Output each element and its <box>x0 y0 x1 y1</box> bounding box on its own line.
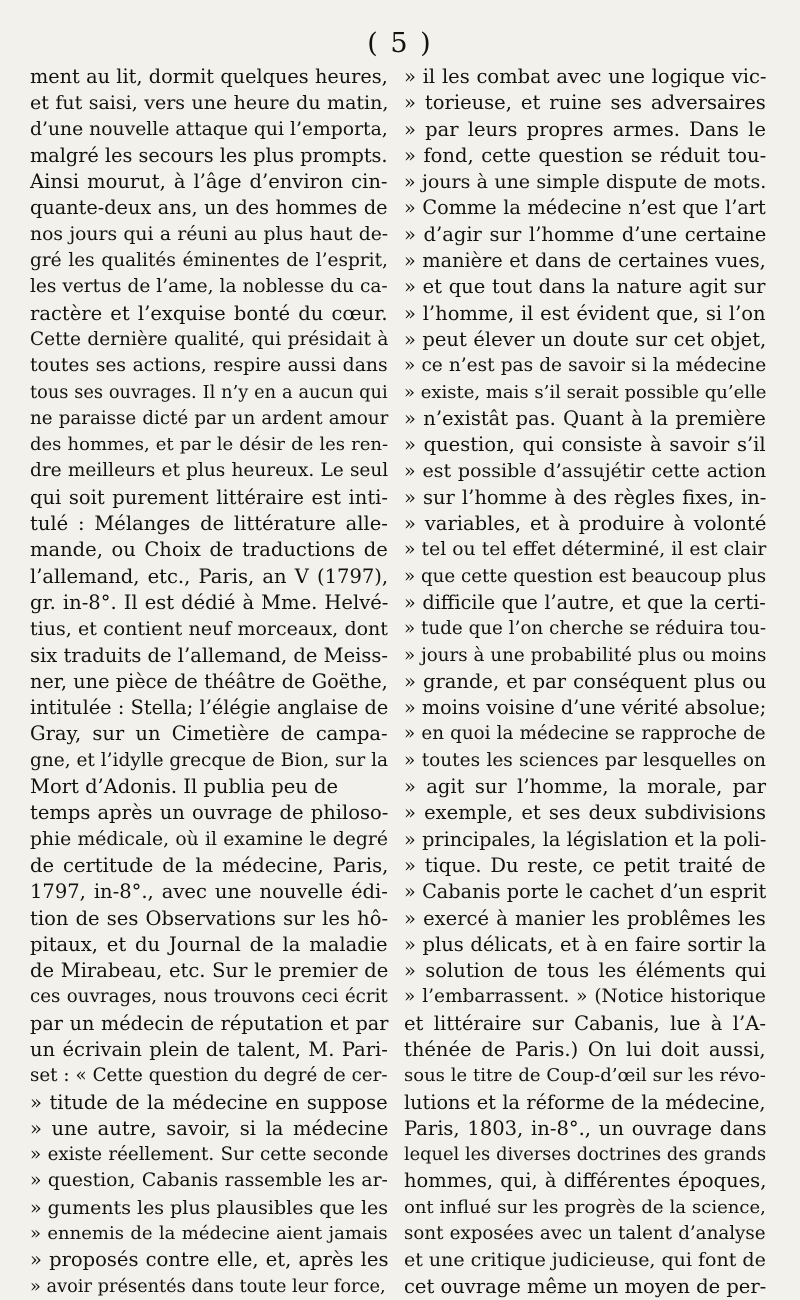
text-line: » proposés contre elle, et, après les <box>30 1248 389 1272</box>
text-line: gne, et l’idylle grecque de Bion, sur la <box>30 749 389 771</box>
text-line: » tel ou tel effet déterminé, il est clair <box>404 539 767 561</box>
text-line: qui soit purement littéraire est inti- <box>30 485 388 509</box>
text-line: » l’homme, il est évident que, si l’on <box>404 301 766 325</box>
text-line: » difficile que l’autre, et que la certi- <box>404 590 766 614</box>
text-line: thénée de Paris.) On lui doit aussi, <box>404 1037 766 1061</box>
text-line: set : « Cette question du degré de cer- <box>30 1065 388 1087</box>
text-line: » avoir présentés dans toute leur force, <box>30 1276 386 1297</box>
text-line: » exercé à manier les problêmes les <box>404 906 766 930</box>
text-line: ont influé sur les progrès de la science, <box>404 1196 766 1218</box>
text-line: lequel les diverses doctrines des grands <box>404 1145 767 1166</box>
text-line: » que cette question est beaucoup plus <box>404 565 767 587</box>
text-line: » par leurs propres armes. Dans le <box>404 117 766 141</box>
text-line: d’une nouvelle attaque qui l’emporta, <box>30 118 388 140</box>
text-line: » torieuse, et ruine ses adversaires <box>404 91 766 115</box>
text-line: gr. in-8°. Il est dédié à Mme. Helvé- <box>30 590 389 614</box>
text-line: ment au lit, dormit quelques heures, <box>30 65 388 88</box>
text-line: » l’embarrassent. » (Notice historique <box>404 986 766 1008</box>
text-line: sous le titre de Coup-d’œil sur les révo- <box>404 1065 766 1087</box>
text-line: six traduits de l’allemand, de Meiss- <box>30 643 388 667</box>
text-line: » ennemis de la médecine aient jamais <box>30 1223 388 1245</box>
text-line: » Comme la médecine n’est que l’art <box>404 196 766 220</box>
text-line: sont exposées avec un talent d’analyse <box>404 1223 766 1245</box>
text-line: » grande, et par conséquent plus ou <box>404 669 767 693</box>
text-line: » peut élever un doute sur cet objet, <box>404 327 767 351</box>
text-line: temps après un ouvrage de philoso- <box>30 801 389 825</box>
text-line: » manière et dans de certaines vues, <box>404 249 766 273</box>
text-line: un écrivain plein de talent, M. Pari- <box>30 1037 388 1061</box>
text-line: » en quoi la médecine se rapproche de <box>404 723 766 745</box>
text-line: phie médicale, où il examine le degré <box>30 828 388 850</box>
text-line: Ainsi mourut, à l’âge d’environ cin- <box>30 170 388 194</box>
left-text-column <box>30 64 388 1300</box>
text-line: » toutes les sciences par lesquelles on <box>404 749 766 771</box>
text-line: tous ses ouvrages. Il n’y en a aucun qui <box>30 382 388 403</box>
text-line: lutions et la réforme de la médecine, <box>404 1090 766 1114</box>
text-line: » titude de la médecine en suppose <box>30 1090 388 1114</box>
text-line: » une autre, savoir, si la médecine <box>30 1116 389 1140</box>
text-line: et une critique judicieuse, qui font de <box>404 1249 766 1272</box>
text-line: malgré les secours les plus prompts. <box>30 143 388 167</box>
text-line: mande, ou Choix de traductions de <box>30 538 388 562</box>
text-line: des hommes, et par le désir de les ren- <box>30 434 389 456</box>
text-line: » il les combat avec une logique vic- <box>404 65 767 88</box>
text-line: » existe réellement. Sur cette seconde <box>30 1144 389 1166</box>
text-line: de Mirabeau, etc. Sur le premier de <box>30 959 389 983</box>
text-line: de certitude de la médecine, Paris, <box>30 853 389 877</box>
text-line: ces ouvrages, nous trouvons ceci écrit <box>30 986 388 1008</box>
text-line: et littéraire sur Cabanis, lue à l’A- <box>404 1011 766 1035</box>
text-line: » jours à une simple dispute de mots. <box>404 171 767 194</box>
text-line: » principales, la législation et la poli- <box>404 827 767 851</box>
text-line: » guments les plus plausibles que les <box>30 1196 389 1219</box>
text-line: » jours à une probabilité plus ou moins <box>404 644 767 666</box>
text-line: » fond, cette question se réduit tou- <box>404 143 767 167</box>
text-line: hommes, qui, à différentes époques, <box>404 1169 767 1193</box>
text-line: intitulée : Stella; l’élégie anglaise de <box>30 696 389 720</box>
text-line: ne paraisse dicté par un ardent amour <box>30 407 389 429</box>
text-line: » est possible d’assujétir cette action <box>404 460 767 483</box>
text-line: » n’existât pas. Quant à la première <box>404 406 766 430</box>
text-line: Cette dernière qualité, qui présidait à <box>30 328 389 350</box>
text-line: dre meilleurs et plus heureux. Le seul <box>30 460 389 482</box>
text-line: toutes ses actions, respire aussi dans <box>30 355 388 377</box>
page-number: ( 5 ) <box>367 28 433 59</box>
text-line: » variables, et à produire à volonté <box>404 512 767 536</box>
text-line: cet ouvrage même un moyen de per- <box>404 1274 767 1298</box>
text-line: » question, qui consiste à savoir s’il <box>404 433 766 457</box>
text-line: » sur l’homme à des règles fixes, in- <box>404 485 767 509</box>
text-line: » solution de tous les éléments qui <box>404 959 767 983</box>
text-line: tius, et contient neuf morceaux, dont <box>30 618 388 641</box>
text-line: pitaux, et du Journal de la maladie <box>30 932 388 956</box>
text-line: » d’agir sur l’homme d’une certaine <box>404 222 767 246</box>
text-line: » exemple, et ses deux subdivisions <box>404 801 767 825</box>
text-line: » et que tout dans la nature agit sur <box>404 275 766 299</box>
text-line: ner, une pièce de théâtre de Goëthe, <box>30 669 388 693</box>
text-line: et fut saisi, vers une heure du matin, <box>30 92 389 115</box>
text-line: gré les qualités éminentes de l’esprit, <box>30 250 388 272</box>
text-line: » tude que l’on cherche se réduira tou- <box>404 618 767 640</box>
text-line: » existe, mais s’il serait possible qu’elle <box>404 381 767 403</box>
text-line: Gray, sur un Cimetière de campa- <box>30 722 388 746</box>
text-line: » agit sur l’homme, la morale, par <box>404 775 767 799</box>
text-line: » moins voisine d’une vérité absolue; <box>404 696 767 720</box>
text-line: Mort d’Adonis. Il publia peu de <box>30 775 339 799</box>
text-line: » ce n’est pas de savoir si la médecine <box>404 355 767 377</box>
text-line: ractère et l’exquise bonté du cœur. <box>30 301 388 325</box>
text-line: » Cabanis porte le cachet d’un esprit <box>404 880 767 904</box>
text-line: tulé : Mélanges de littérature alle- <box>30 512 388 536</box>
text-line: nos jours qui a réuni au plus haut de- <box>30 223 389 245</box>
text-line: quante-deux ans, un des hommes de <box>30 196 388 220</box>
text-line: » question, Cabanis rassemble les ar- <box>30 1170 388 1192</box>
text-line: tion de ses Observations sur les hô- <box>30 906 389 930</box>
text-line: par un médecin de réputation et par <box>30 1011 389 1035</box>
text-line: l’allemand, etc., Paris, an V (1797), <box>30 564 389 588</box>
text-line: » plus délicats, et à en faire sortir la <box>404 932 767 956</box>
text-line: » tique. Du reste, ce petit traité de <box>404 853 766 877</box>
right-text-column <box>404 64 766 1300</box>
text-line: Paris, 1803, in-8°., un ouvrage dans <box>404 1116 767 1140</box>
text-line: 1797, in-8°., avec une nouvelle édi- <box>30 880 388 904</box>
text-line: les vertus de l’ame, la noblesse du ca- <box>30 276 388 298</box>
